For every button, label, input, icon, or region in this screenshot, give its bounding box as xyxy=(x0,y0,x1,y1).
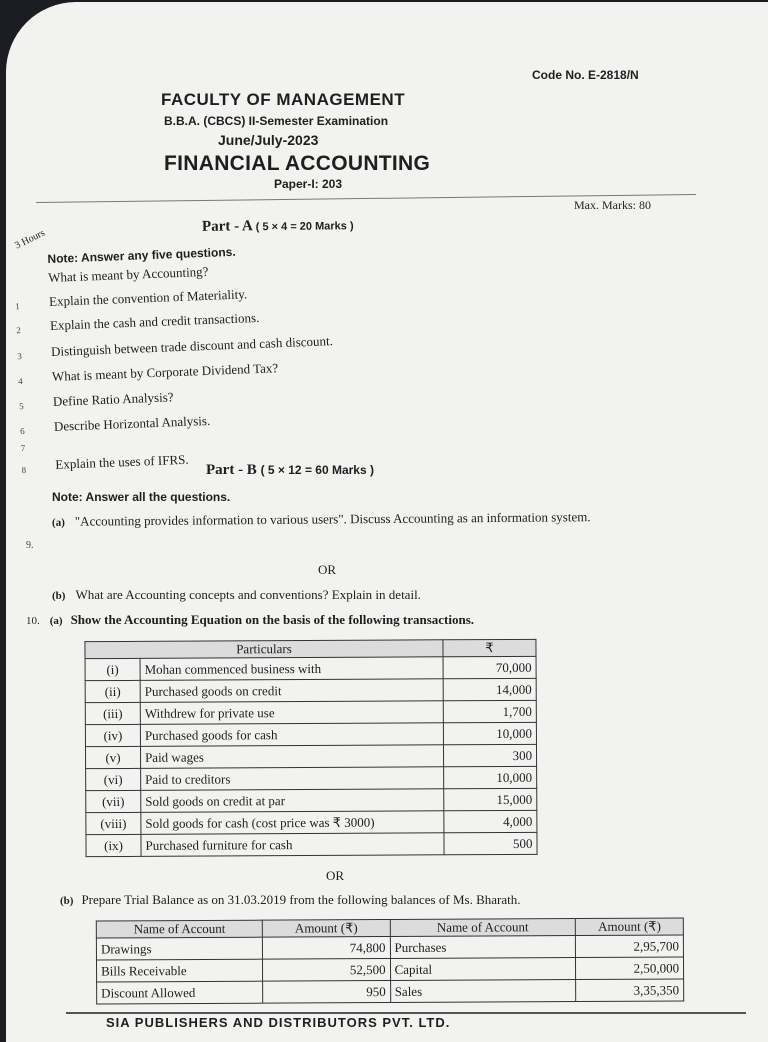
row-amount: 15,000 xyxy=(444,788,537,810)
row-amount: 4,000 xyxy=(444,810,537,832)
row-amount: 300 xyxy=(443,744,536,766)
row-number: (v) xyxy=(85,746,140,768)
row-amount: 14,000 xyxy=(443,678,536,700)
question-9a-label: (a) xyxy=(51,516,65,529)
table-row xyxy=(85,744,536,768)
header-particulars: Particulars xyxy=(85,640,443,659)
exam-paper-sheet xyxy=(6,2,768,1042)
row-amount: 500 xyxy=(444,832,537,854)
account-name: Bills Receivable xyxy=(96,959,263,982)
row-number: (i) xyxy=(85,658,140,680)
row-particular: Paid wages xyxy=(140,745,443,769)
question-10a xyxy=(26,612,474,628)
header-rupee: ₹ xyxy=(443,639,536,656)
question-10b xyxy=(60,892,520,908)
part-b-heading xyxy=(206,462,374,479)
header-account-1: Name of Account xyxy=(96,920,263,938)
table-row xyxy=(86,766,537,790)
question-a6: Describe Horizontal Analysis. xyxy=(53,412,211,434)
part-b-marks: ( 5 × 12 = 60 Marks ) xyxy=(260,463,374,477)
publisher-footer: SIA PUBLISHERS AND DISTRIBUTORS PVT. LTD. xyxy=(106,1015,451,1030)
table-row xyxy=(86,788,537,812)
subject-title: FINANCIAL ACCOUNTING xyxy=(164,152,431,175)
question-9-number: 9. xyxy=(26,540,34,551)
question-number-3: 3 xyxy=(17,351,22,362)
or-separator-1: OR xyxy=(318,562,337,577)
row-amount: 10,000 xyxy=(443,722,536,744)
question-9b-text: What are Accounting concepts and conventions? Explain in detail. xyxy=(75,587,421,602)
max-marks: Max. Marks: 80 xyxy=(574,198,651,212)
paper-number: Paper-I: 203 xyxy=(274,177,343,191)
question-a4: What is meant by Corporate Dividend Tax? xyxy=(51,360,279,384)
trial-balance-table xyxy=(96,917,684,1004)
transactions-table xyxy=(84,639,537,857)
question-10-number: 10. xyxy=(26,615,40,627)
account-name: Discount Allowed xyxy=(97,981,264,1004)
account-name: Purchases xyxy=(390,936,576,959)
question-10b-text: Prepare Trial Balance as on 31.03.2019 from the following balances of Ms. Bharath. xyxy=(81,892,521,907)
or-separator-2: OR xyxy=(326,868,345,883)
account-amount: 2,50,000 xyxy=(576,957,684,980)
row-number: (viii) xyxy=(86,812,141,834)
part-b-note: Note: Answer all the questions. xyxy=(52,490,231,504)
question-9b-label: (b) xyxy=(52,590,66,602)
row-amount: 1,700 xyxy=(443,700,536,722)
row-particular: Purchased goods on credit xyxy=(140,679,443,703)
question-a1: Explain the convention of Materiality. xyxy=(48,286,248,309)
table-row xyxy=(96,935,683,960)
account-name: Drawings xyxy=(96,937,263,960)
time-allowed: 3 Hours xyxy=(13,227,47,252)
part-b-title: Part - B xyxy=(206,462,257,478)
account-name: Sales xyxy=(390,980,576,1003)
paper-code: Code No. E-2818/N xyxy=(532,68,639,82)
account-amount: 52,500 xyxy=(263,958,390,981)
account-amount: 950 xyxy=(263,980,390,1003)
table-row xyxy=(85,656,536,680)
row-number: (vii) xyxy=(86,790,141,812)
row-number: (ix) xyxy=(86,834,141,856)
question-a0: What is meant by Accounting? xyxy=(47,263,209,285)
question-number-1: 1 xyxy=(15,301,20,312)
table-row xyxy=(85,678,536,702)
question-number-5: 5 xyxy=(18,401,24,412)
row-particular: Purchased furniture for cash xyxy=(141,833,444,857)
table-row xyxy=(86,832,537,856)
row-amount: 70,000 xyxy=(443,656,536,678)
account-name: Capital xyxy=(390,958,576,981)
row-particular: Paid to creditors xyxy=(141,767,444,791)
account-amount: 3,35,350 xyxy=(576,979,684,1002)
part-a-marks: ( 5 × 4 = 20 Marks ) xyxy=(255,220,354,234)
row-number: (iii) xyxy=(85,702,140,724)
question-a5: Define Ratio Analysis? xyxy=(52,389,174,409)
row-number: (iv) xyxy=(85,724,140,746)
part-a-title: Part - A xyxy=(201,218,253,235)
footer-divider xyxy=(66,1012,746,1014)
exam-title: B.B.A. (CBCS) II-Semester Examination xyxy=(164,114,389,128)
table-row xyxy=(86,810,537,834)
row-particular: Sold goods on credit at par xyxy=(141,789,444,813)
question-10b-label: (b) xyxy=(60,895,74,907)
table-row xyxy=(97,979,684,1004)
row-particular: Withdrew for private use xyxy=(140,701,443,725)
question-number-4: 4 xyxy=(17,376,23,387)
header-amount-2: Amount (₹) xyxy=(576,918,684,936)
question-number-7: 7 xyxy=(20,443,26,454)
question-a3: Distinguish between trade discount and cash discount. xyxy=(50,333,334,359)
question-10a-text: Show the Accounting Equation on the basis of the following transactions. xyxy=(70,612,474,627)
header-account-2: Name of Account xyxy=(390,919,576,937)
question-number-8: 8 xyxy=(21,464,27,476)
exam-session: June/July-2023 xyxy=(218,132,319,148)
question-a2: Explain the cash and credit transactions. xyxy=(49,309,260,333)
account-amount: 2,95,700 xyxy=(576,935,684,958)
question-9a-text: "Accounting provides information to various users". Discuss Accounting as an information system. xyxy=(74,509,591,529)
table-row xyxy=(96,957,683,982)
question-10a-label: (a) xyxy=(49,615,63,627)
header-amount-1: Amount (₹) xyxy=(263,920,390,938)
part-a-note: Note: Answer any five questions. xyxy=(47,244,236,267)
row-particular: Mohan commenced business with xyxy=(140,657,443,681)
table-row xyxy=(85,722,536,746)
row-amount: 10,000 xyxy=(444,766,537,788)
question-number-6: 6 xyxy=(19,426,25,437)
table-row xyxy=(85,700,536,724)
question-number-2: 2 xyxy=(16,325,21,336)
row-number: (ii) xyxy=(85,680,140,702)
question-9b xyxy=(52,587,421,603)
row-particular: Purchased goods for cash xyxy=(140,723,443,747)
row-number: (vi) xyxy=(86,768,141,790)
faculty-title: FACULTY OF MANAGEMENT xyxy=(161,90,406,109)
question-a8: Explain the uses of IFRS. xyxy=(55,451,189,472)
row-particular: Sold goods for cash (cost price was ₹ 3000) xyxy=(141,811,444,835)
account-amount: 74,800 xyxy=(263,937,390,960)
